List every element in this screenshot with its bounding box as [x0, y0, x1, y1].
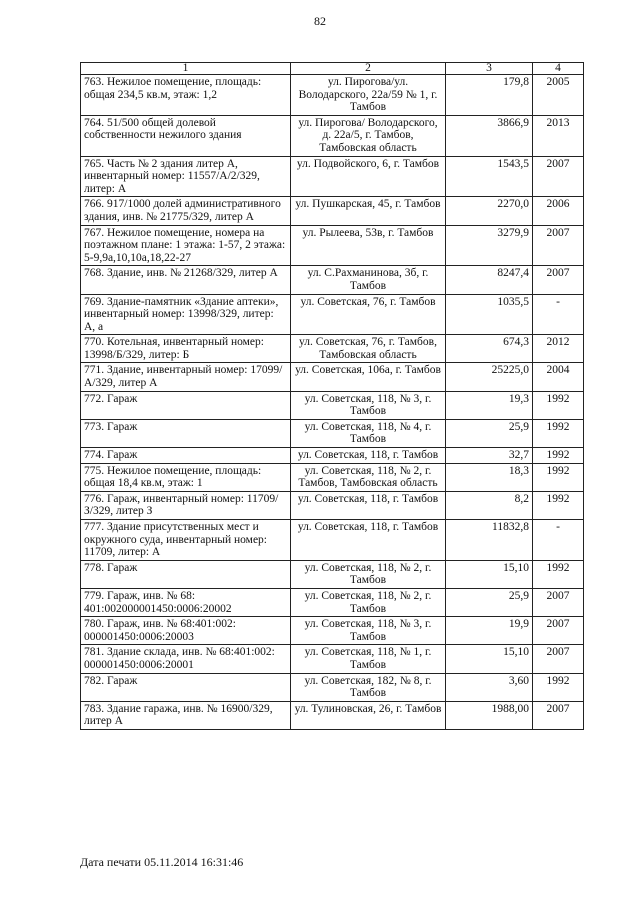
area-cell: 179,8 [446, 75, 533, 116]
area-cell: 19,3 [446, 391, 533, 419]
year-cell: 1992 [533, 419, 584, 447]
year-cell: 1992 [533, 673, 584, 701]
table-row [81, 266, 584, 294]
print-date: Дата печати 05.11.2014 16:31:46 [80, 855, 244, 869]
table-row [81, 335, 584, 363]
area-cell: 1988,00 [446, 701, 533, 729]
table-row [81, 701, 584, 729]
description-cell: 763. Нежилое помещение, площадь: общая 234,5 кв.м, этаж: 1,2 [81, 75, 291, 116]
description-cell: 773. Гараж [81, 419, 291, 447]
table-row [81, 419, 584, 447]
description-cell: 774. Гараж [81, 448, 291, 464]
area-cell: 19,9 [446, 617, 533, 645]
column-header-2: 2 [291, 63, 446, 75]
address-cell: ул. Подвойского, 6, г. Тамбов [291, 156, 446, 197]
page-number: 82 [314, 14, 326, 28]
table-row [81, 617, 584, 645]
area-cell: 15,10 [446, 560, 533, 588]
area-cell: 3279,9 [446, 225, 533, 266]
area-cell: 25,9 [446, 588, 533, 616]
description-cell: 770. Котельная, инвентарный номер: 13998/Б/329, литер: Б [81, 335, 291, 363]
year-cell: 1992 [533, 448, 584, 464]
address-cell: ул. Советская, 76, г. Тамбов, Тамбовская область [291, 335, 446, 363]
year-cell: 2013 [533, 115, 584, 156]
property-table [80, 62, 584, 730]
area-cell: 32,7 [446, 448, 533, 464]
table-row [81, 156, 584, 197]
year-cell: 1992 [533, 560, 584, 588]
year-cell: 2004 [533, 363, 584, 391]
area-cell: 11832,8 [446, 520, 533, 561]
description-cell: 778. Гараж [81, 560, 291, 588]
table-row [81, 588, 584, 616]
area-cell: 3866,9 [446, 115, 533, 156]
address-cell: ул. Пирогова/ Володарского, д. 22а/5, г. Тамбов, Тамбовская область [291, 115, 446, 156]
description-cell: 782. Гараж [81, 673, 291, 701]
area-cell: 3,60 [446, 673, 533, 701]
table-row [81, 391, 584, 419]
column-header-3: 3 [446, 63, 533, 75]
table-row [81, 463, 584, 491]
address-cell: ул. Пирогова/ул. Володарского, 22а/59 № 1, г. Тамбов [291, 75, 446, 116]
table-row [81, 673, 584, 701]
year-cell: - [533, 520, 584, 561]
address-cell: ул. Советская, 118, № 1, г. Тамбов [291, 645, 446, 673]
table-row [81, 560, 584, 588]
year-cell: 2006 [533, 197, 584, 225]
address-cell: ул. Рылеева, 53в, г. Тамбов [291, 225, 446, 266]
table-row [81, 294, 584, 335]
description-cell: 769. Здание-памятник «Здание аптеки», инвентарный номер: 13998/329, литер: А, а [81, 294, 291, 335]
description-cell: 771. Здание, инвентарный номер: 17099/А/329, литер А [81, 363, 291, 391]
year-cell: 1992 [533, 463, 584, 491]
description-cell: 766. 917/1000 долей административного здания, инв. № 21775/329, литер А [81, 197, 291, 225]
address-cell: ул. Советская, 118, № 4, г. Тамбов [291, 419, 446, 447]
area-cell: 25,9 [446, 419, 533, 447]
description-cell: 780. Гараж, инв. № 68:401:002: 000001450:0006:20003 [81, 617, 291, 645]
address-cell: ул. Тулиновская, 26, г. Тамбов [291, 701, 446, 729]
year-cell: - [533, 294, 584, 335]
table-row [81, 225, 584, 266]
description-cell: 775. Нежилое помещение, площадь: общая 18,4 кв.м, этаж: 1 [81, 463, 291, 491]
year-cell: 1992 [533, 491, 584, 519]
area-cell: 8,2 [446, 491, 533, 519]
table-header-row [81, 63, 584, 75]
area-cell: 674,3 [446, 335, 533, 363]
description-cell: 776. Гараж, инвентарный номер: 11709/З/329, литер З [81, 491, 291, 519]
address-cell: ул. Советская, 118, № 3, г. Тамбов [291, 617, 446, 645]
description-cell: 783. Здание гаража, инв. № 16900/329, литер А [81, 701, 291, 729]
year-cell: 2007 [533, 156, 584, 197]
description-cell: 781. Здание склада, инв. № 68:401:002: 000001450:0006:20001 [81, 645, 291, 673]
area-cell: 8247,4 [446, 266, 533, 294]
description-cell: 768. Здание, инв. № 21268/329, литер А [81, 266, 291, 294]
year-cell: 2007 [533, 645, 584, 673]
column-header-1: 1 [81, 63, 291, 75]
year-cell: 2007 [533, 617, 584, 645]
address-cell: ул. Советская, 118, г. Тамбов [291, 491, 446, 519]
address-cell: ул. Советская, 76, г. Тамбов [291, 294, 446, 335]
description-cell: 765. Часть № 2 здания литер А, инвентарный номер: 11557/А/2/329, литер: А [81, 156, 291, 197]
year-cell: 2007 [533, 266, 584, 294]
table-row [81, 448, 584, 464]
area-cell: 25225,0 [446, 363, 533, 391]
address-cell: ул. Советская, 106а, г. Тамбов [291, 363, 446, 391]
table-row [81, 645, 584, 673]
table-row [81, 115, 584, 156]
table-row [81, 363, 584, 391]
year-cell: 1992 [533, 391, 584, 419]
description-cell: 779. Гараж, инв. № 68: 401:002000001450:0006:20002 [81, 588, 291, 616]
address-cell: ул. Советская, 118, г. Тамбов [291, 520, 446, 561]
address-cell: ул. Советская, 182, № 8, г. Тамбов [291, 673, 446, 701]
address-cell: ул. Советская, 118, № 2, г. Тамбов, Тамбовская область [291, 463, 446, 491]
address-cell: ул. Советская, 118, № 3, г. Тамбов [291, 391, 446, 419]
table-row [81, 520, 584, 561]
area-cell: 1543,5 [446, 156, 533, 197]
address-cell: ул. С.Рахманинова, 3б, г. Тамбов [291, 266, 446, 294]
area-cell: 18,3 [446, 463, 533, 491]
year-cell: 2007 [533, 588, 584, 616]
area-cell: 1035,5 [446, 294, 533, 335]
address-cell: ул. Пушкарская, 45, г. Тамбов [291, 197, 446, 225]
table-row [81, 197, 584, 225]
description-cell: 772. Гараж [81, 391, 291, 419]
table-row [81, 75, 584, 116]
description-cell: 777. Здание присутственных мест и окружного суда, инвентарный номер: 11709, литер: А [81, 520, 291, 561]
area-cell: 15,10 [446, 645, 533, 673]
address-cell: ул. Советская, 118, № 2, г. Тамбов [291, 588, 446, 616]
address-cell: ул. Советская, 118, № 2, г. Тамбов [291, 560, 446, 588]
column-header-4: 4 [533, 63, 584, 75]
year-cell: 2005 [533, 75, 584, 116]
description-cell: 767. Нежилое помещение, номера на поэтажном плане: 1 этажа: 1-57, 2 этажа: 5-9,9а,10,10а,18,22-27 [81, 225, 291, 266]
address-cell: ул. Советская, 118, г. Тамбов [291, 448, 446, 464]
table-row [81, 491, 584, 519]
year-cell: 2007 [533, 225, 584, 266]
area-cell: 2270,0 [446, 197, 533, 225]
year-cell: 2012 [533, 335, 584, 363]
year-cell: 2007 [533, 701, 584, 729]
description-cell: 764. 51/500 общей долевой собственности нежилого здания [81, 115, 291, 156]
